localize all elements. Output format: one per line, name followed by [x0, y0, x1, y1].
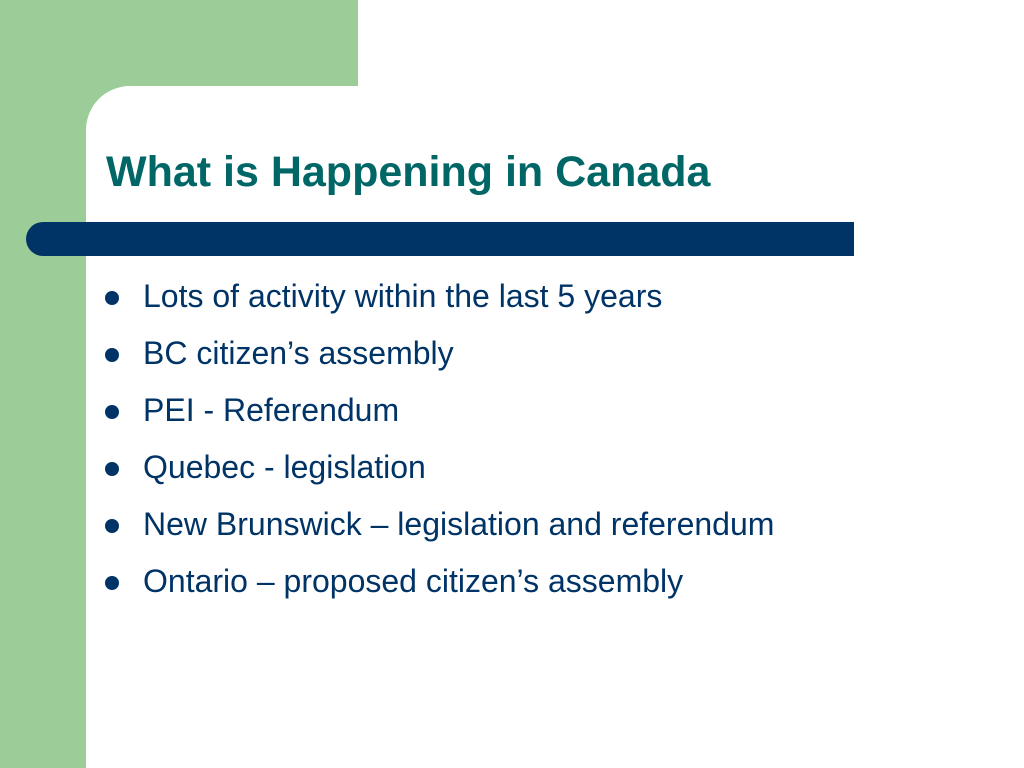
bullet-dot-icon [105, 576, 119, 590]
bullet-dot-icon [105, 291, 119, 305]
bullet-text: BC citizen’s assembly [143, 335, 454, 371]
slide-title: What is Happening in Canada [106, 148, 711, 196]
bullet-dot-icon [105, 405, 119, 419]
bullet-text: Quebec - legislation [143, 449, 426, 485]
bullet-dot-icon [105, 348, 119, 362]
bullet-text: New Brunswick – legislation and referendum [143, 506, 775, 542]
bullet-dot-icon [105, 519, 119, 533]
bullet-text: Ontario – proposed citizen’s assembly [143, 563, 684, 599]
bullet-text: PEI - Referendum [143, 392, 400, 428]
title-underline-bar [26, 222, 854, 256]
bullet-text: Lots of activity within the last 5 years [143, 278, 663, 314]
bullet-dot-icon [105, 462, 119, 476]
